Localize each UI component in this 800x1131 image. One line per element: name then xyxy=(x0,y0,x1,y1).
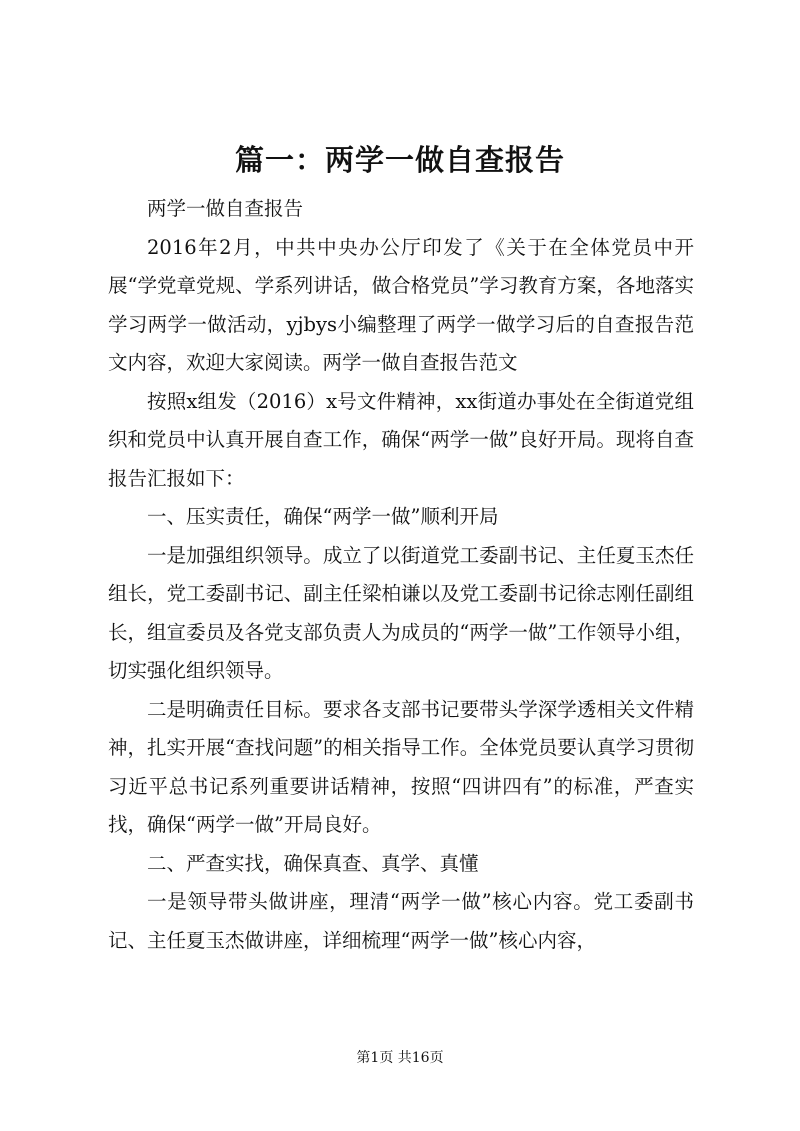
page-number-footer: 第1页 共16页 xyxy=(356,1050,444,1066)
section-heading-1: 一、压实责任，确保“两学一做”顺利开局 xyxy=(147,505,499,528)
paragraph-lecture: 一是领导带头做讲座，理清“两学一做”核心内容。党工委副书记、主任夏玉杰做讲座，详细梳理“两学一做”核心内容， xyxy=(108,890,694,952)
paragraph-responsibility: 二是明确责任目标。要求各支部书记要带头学深学透相关文件精神，扎实开展“查找问题”的相关指导工作。全体党员要认真学习贯彻习近平总书记系列重要讲话精神，按照“四讲四有”的标准，严查实找，确保“两学一做”开局良好。 xyxy=(108,697,694,836)
document-title: 篇一：两学一做自查报告 xyxy=(234,143,565,177)
paragraph-basis: 按照x组发（2016）x号文件精神，xx街道办事处在全街道党组织和党员中认真开展自查工作，确保“两学一做”良好开局。现将自查报告汇报如下： xyxy=(108,389,694,490)
paragraph-intro: 2016年2月，中共中央办公厅印发了《关于在全体党员中开展“学党章党规、学系列讲话，做合格党员”学习教育方案，各地落实学习两学一做活动，yjbys小编整理了两学一做学习后的自查报告范文内容，欢迎大家阅读。两学一做自查报告范文 xyxy=(108,235,694,374)
paragraph-subtitle: 两学一做自查报告 xyxy=(147,197,304,220)
paragraph-organization: 一是加强组织领导。成立了以街道党工委副书记、主任夏玉杰任组长，党工委副书记、副主任梁柏谦以及党工委副书记徐志刚任副组长，组宣委员及各党支部负责人为成员的“两学一做”工作领导小组，切实强化组织领导。 xyxy=(108,543,694,682)
section-heading-2: 二、严查实找，确保真查、真学、真懂 xyxy=(147,851,479,875)
document-body xyxy=(108,190,694,960)
